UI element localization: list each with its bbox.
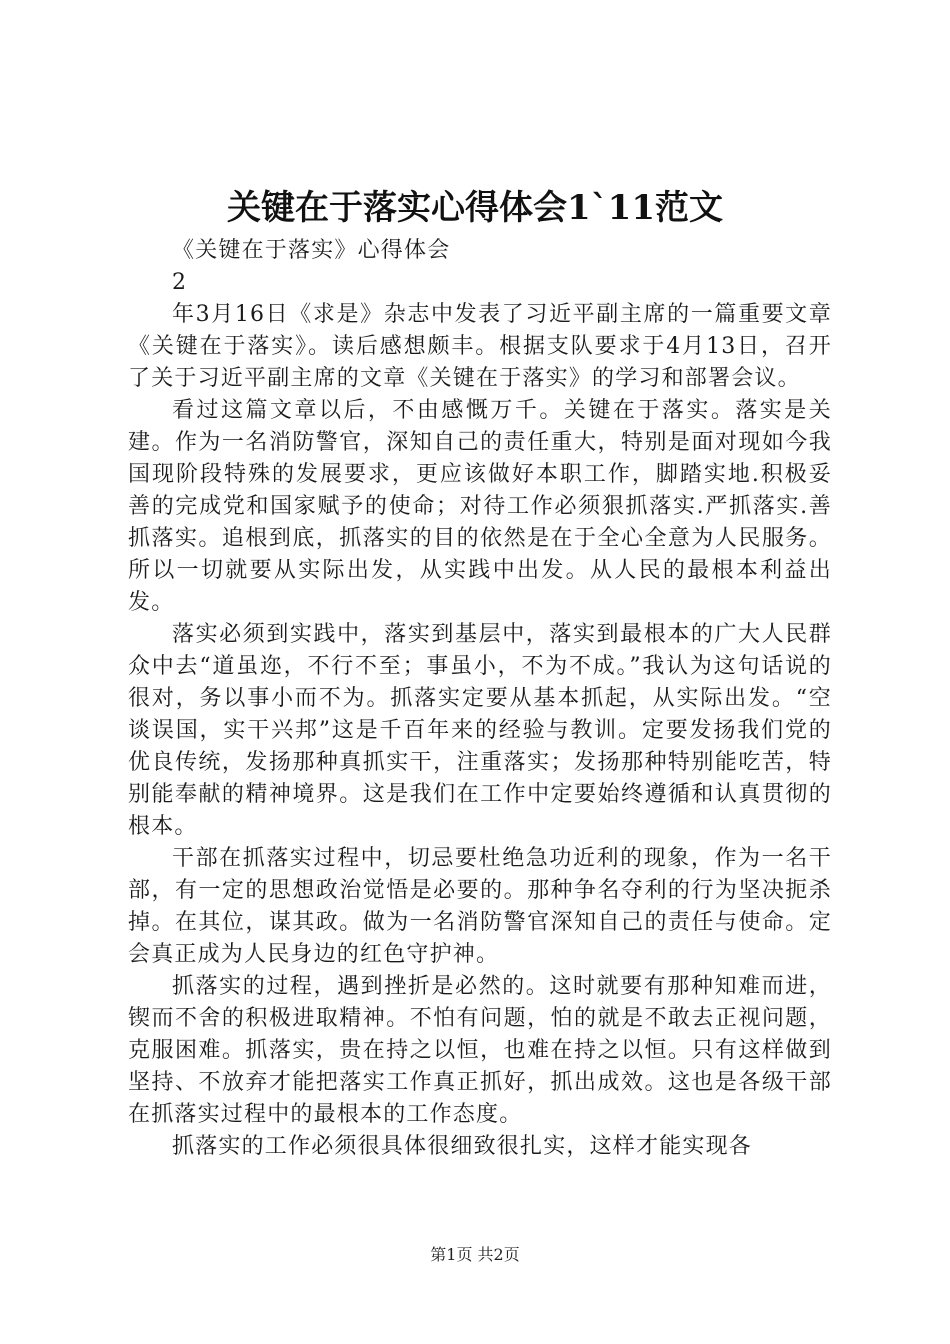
document-title: 关键在于落实心得体会1`11范文 — [227, 188, 723, 228]
document-number: 2 — [172, 270, 188, 295]
paragraph-1: 年3月16日《求是》杂志中发表了习近平副主席的一篇重要文章《关键在于落实》。读后感想颇丰。根据支队要求于4月13日，召开了关于习近平副主席的文章《关键在于落实》的学习和部署会议。 — [128, 302, 832, 391]
paragraph-3: 落实必须到实践中，落实到基层中，落实到最根本的广大人民群众中去“道虽迩，不行不至；事虽小，不为不成。”我认为这句话说的很对，务以事小而不为。抓落实定要从基本抓起，从实际出发。“空谈误国，实干兴邦”这是千百年来的经验与教训。定要发扬我们党的优良传统，发扬那种真抓实干，注重落实；发扬那种特别能吃苦，特别能奉献的精神境界。这是我们在工作中定要始终遵循和认真贯彻的根本。 — [128, 622, 832, 839]
document-subtitle: 《关键在于落实》心得体会 — [172, 238, 451, 263]
paragraph-5: 抓落实的过程，遇到挫折是必然的。这时就要有那种知难而进，锲而不舍的积极进取精神。不怕有问题，怕的就是不敢去正视问题，克服困难。抓落实，贵在持之以恒，也难在持之以恒。只有这样做到坚持、不放弃才能把落实工作真正抓好，抓出成效。这也是各级干部在抓落实过程中的最根本的工作态度。 — [128, 974, 832, 1127]
paragraph-6: 抓落实的工作必须很具体很细致很扎实，这样才能实现各 — [172, 1134, 753, 1159]
paragraph-4: 干部在抓落实过程中，切忌要杜绝急功近利的现象，作为一名干部，有一定的思想政治觉悟是必要的。那种争名夺利的行为坚决扼杀掉。在其位，谋其政。做为一名消防警官深知自己的责任与使命。定会真正成为人民身边的红色守护神。 — [128, 846, 832, 967]
page-footer: 第1页 共2页 — [430, 1245, 520, 1264]
document-body — [128, 235, 832, 1163]
paragraph-2: 看过这篇文章以后，不由感慨万千。关键在于落实。落实是关建。作为一名消防警官，深知自己的责任重大，特别是面对现如今我国现阶段特殊的发展要求，更应该做好本职工作，脚踏实地.积极妥善的完成党和国家赋予的使命；对待工作必须狠抓落实.严抓落实.善抓落实。追根到底，抓落实的目的依然是在于全心全意为人民服务。所以一切就要从实际出发，从实践中出发。从人民的最根本利益出发。 — [128, 398, 832, 615]
